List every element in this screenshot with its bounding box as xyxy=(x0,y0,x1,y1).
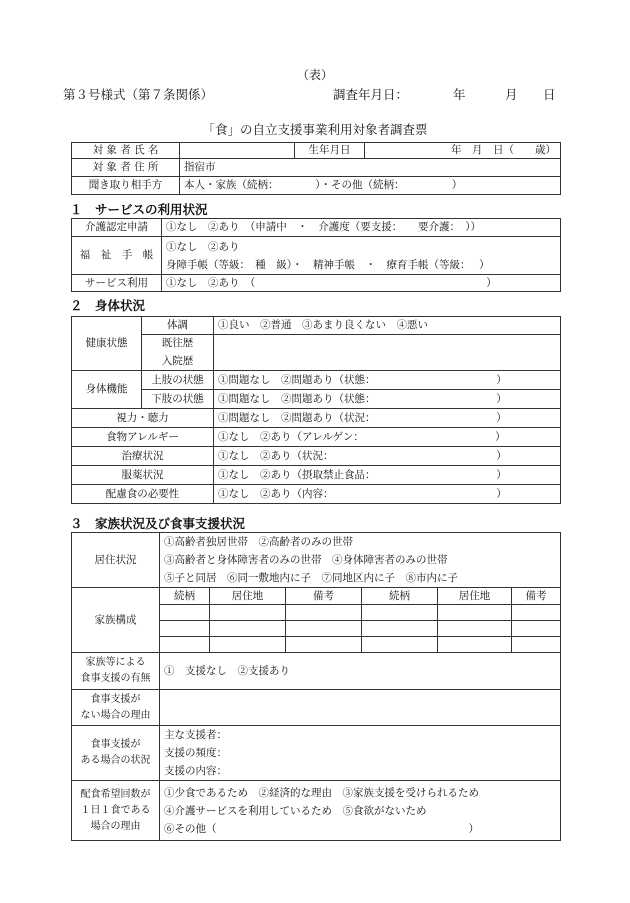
medication-options[interactable]: ①なし ②あり（摂取禁止食品： ） xyxy=(214,466,561,485)
medication-label: 服薬状況 xyxy=(72,466,214,485)
service-use-label: サービス利用 xyxy=(72,275,162,292)
one-meal-reason-line: ⑥その他（ ） xyxy=(164,822,479,835)
vision-hearing-options[interactable]: ①問題なし ②問題あり（状況： ） xyxy=(214,409,561,428)
family-cell[interactable] xyxy=(512,637,561,653)
family-cell[interactable] xyxy=(512,621,561,637)
name-label: 対 象 者 氏 名 xyxy=(72,143,180,159)
interviewee-label: 聞き取り相手方 xyxy=(72,177,180,195)
front-side-label: （表） xyxy=(296,68,333,82)
one-meal-reason-label-line: 配食希望回数が xyxy=(80,788,151,800)
no-support-reason-field[interactable] xyxy=(160,690,561,726)
welfare-handbook-line: 身障手帳（等級： 種 級）・ 精神手帳 ・ 療育手帳（等級： ） xyxy=(166,258,490,271)
family-header: 備考 xyxy=(512,588,561,605)
dob-field[interactable]: 年 月 日（ 歳） xyxy=(365,143,561,159)
condition-label: 体調 xyxy=(142,317,214,335)
no-support-reason-label-line: ない場合の理由 xyxy=(80,709,151,721)
family-header: 続柄 xyxy=(362,588,438,605)
family-header: 備考 xyxy=(286,588,362,605)
lower-limb-label: 下肢の状態 xyxy=(142,390,214,409)
family-cell[interactable] xyxy=(160,621,210,637)
welfare-handbook-options[interactable] xyxy=(162,237,561,275)
survey-date-day: 日 xyxy=(543,87,556,102)
family-cell[interactable] xyxy=(286,605,362,621)
survey-date-label: 調査年月日： xyxy=(333,87,409,102)
one-meal-reason-options[interactable] xyxy=(160,781,561,841)
residence-line: ①高齢者独居世帯 ②高齢者のみの世帯 xyxy=(164,536,353,548)
service-usage-table xyxy=(71,218,561,292)
medical-history-field[interactable] xyxy=(214,335,561,371)
family-cell[interactable] xyxy=(286,637,362,653)
care-application-options[interactable]: ①なし ②あり （申請中 ・ 介護度（要支援： 要介護： ）） xyxy=(162,219,561,237)
support-presence-label-line: 家族等による xyxy=(85,657,146,668)
residence-line: ③高齢者と身体障害者のみの世帯 ④身体障害者のみの世帯 xyxy=(164,554,448,566)
one-meal-reason-line: ④介護サービスを利用しているため ⑤食欲がないため xyxy=(164,804,427,817)
no-support-reason-label xyxy=(72,690,160,726)
one-meal-reason-label-line: １日１食である xyxy=(80,804,151,816)
main-supporter-field: 主な支援者： xyxy=(164,729,227,741)
family-cell[interactable] xyxy=(438,637,512,653)
family-cell[interactable] xyxy=(160,605,210,621)
support-frequency-field: 支援の頻度： xyxy=(164,747,227,759)
family-support-table xyxy=(71,532,561,841)
dob-label: 生年月日 xyxy=(295,143,365,159)
survey-date-month: 月 xyxy=(505,87,518,102)
family-cell[interactable] xyxy=(438,621,512,637)
treatment-label: 治療状況 xyxy=(72,447,214,466)
body-function-group-label: 身体機能 xyxy=(72,371,142,409)
physical-status-table xyxy=(71,316,561,504)
family-header: 続柄 xyxy=(160,588,210,605)
family-cell[interactable] xyxy=(362,621,438,637)
service-use-options[interactable]: ①なし ②あり （ ） xyxy=(162,275,561,292)
special-diet-options[interactable]: ①なし ②あり（内容： ） xyxy=(214,485,561,504)
family-cell[interactable] xyxy=(210,605,286,621)
support-presence-options[interactable]: ① 支援なし ②支援あり xyxy=(160,653,561,690)
family-cell[interactable] xyxy=(286,621,362,637)
form-title: 「食」の自立支援事業利用対象者調査票 xyxy=(202,122,428,137)
address-label: 対 象 者 住 所 xyxy=(72,159,180,177)
section2-heading: ２ 身体状況 xyxy=(70,298,146,313)
one-meal-reason-line: ①少食であるため ②経済的な理由 ③家族支援を受けられるため xyxy=(164,786,479,799)
upper-limb-options[interactable]: ①問題なし ②問題あり（状態： ） xyxy=(214,371,561,390)
support-presence-label-line: 食事支援の有無 xyxy=(80,673,151,684)
family-cell[interactable] xyxy=(160,637,210,653)
medical-history-label: 既往歴 xyxy=(142,335,214,353)
section3-heading: ３ 家族状況及び食事支援状況 xyxy=(70,516,246,531)
one-meal-reason-label xyxy=(72,781,160,841)
food-allergy-options[interactable]: ①なし ②あり（アレルゲン： ） xyxy=(214,428,561,447)
basic-info-table xyxy=(71,142,561,195)
special-diet-label: 配慮食の必要性 xyxy=(72,485,214,504)
form-number: 第３号様式（第７条関係） xyxy=(63,87,214,102)
health-group-label: 健康状態 xyxy=(72,317,142,371)
address-field[interactable]: 指宿市 xyxy=(180,159,561,177)
lower-limb-options[interactable]: ①問題なし ②問題あり（状態： ） xyxy=(214,390,561,409)
welfare-handbook-line: ①なし ②あり xyxy=(166,240,240,253)
upper-limb-label: 上肢の状態 xyxy=(142,371,214,390)
support-content-field: 支援の内容： xyxy=(164,765,227,777)
hospitalization-label: 入院歴 xyxy=(142,353,214,371)
family-composition-label: 家族構成 xyxy=(72,588,160,653)
with-support-status-label xyxy=(72,726,160,781)
name-field[interactable] xyxy=(180,143,295,159)
vision-hearing-label: 視力・聴力 xyxy=(72,409,214,428)
welfare-handbook-label: 福 祉 手 帳 xyxy=(72,237,162,275)
condition-options[interactable]: ①良い ②普通 ③あまり良くない ④悪い xyxy=(214,317,561,335)
treatment-options[interactable]: ①なし ②あり（状況： ） xyxy=(214,447,561,466)
family-cell[interactable] xyxy=(438,605,512,621)
with-support-status-label-line: 食事支援が xyxy=(90,739,141,750)
family-header: 居住地 xyxy=(210,588,286,605)
with-support-status-label-line: ある場合の状況 xyxy=(80,755,151,766)
no-support-reason-label-line: 食事支援が xyxy=(90,693,141,705)
family-cell[interactable] xyxy=(362,605,438,621)
family-cell[interactable] xyxy=(210,621,286,637)
food-allergy-label: 食物アレルギー xyxy=(72,428,214,447)
one-meal-reason-label-line: 場合の理由 xyxy=(90,820,141,832)
care-application-label: 介護認定申請 xyxy=(72,219,162,237)
residence-label: 居住状況 xyxy=(72,533,160,588)
family-cell[interactable] xyxy=(512,605,561,621)
interviewee-field[interactable]: 本人・家族（続柄： ）・その他（続柄： ） xyxy=(180,177,561,195)
survey-date-year: 年 xyxy=(453,87,466,102)
residence-line: ⑤子と同居 ⑥同一敷地内に子 ⑦同地区内に子 ⑧市内に子 xyxy=(164,572,458,584)
family-header: 居住地 xyxy=(438,588,512,605)
with-support-status-fields[interactable] xyxy=(160,726,561,781)
residence-options[interactable] xyxy=(160,533,561,588)
family-cell[interactable] xyxy=(210,637,286,653)
section1-heading: １ サービスの利用状況 xyxy=(70,202,208,217)
family-cell[interactable] xyxy=(362,637,438,653)
support-presence-label xyxy=(72,653,160,690)
